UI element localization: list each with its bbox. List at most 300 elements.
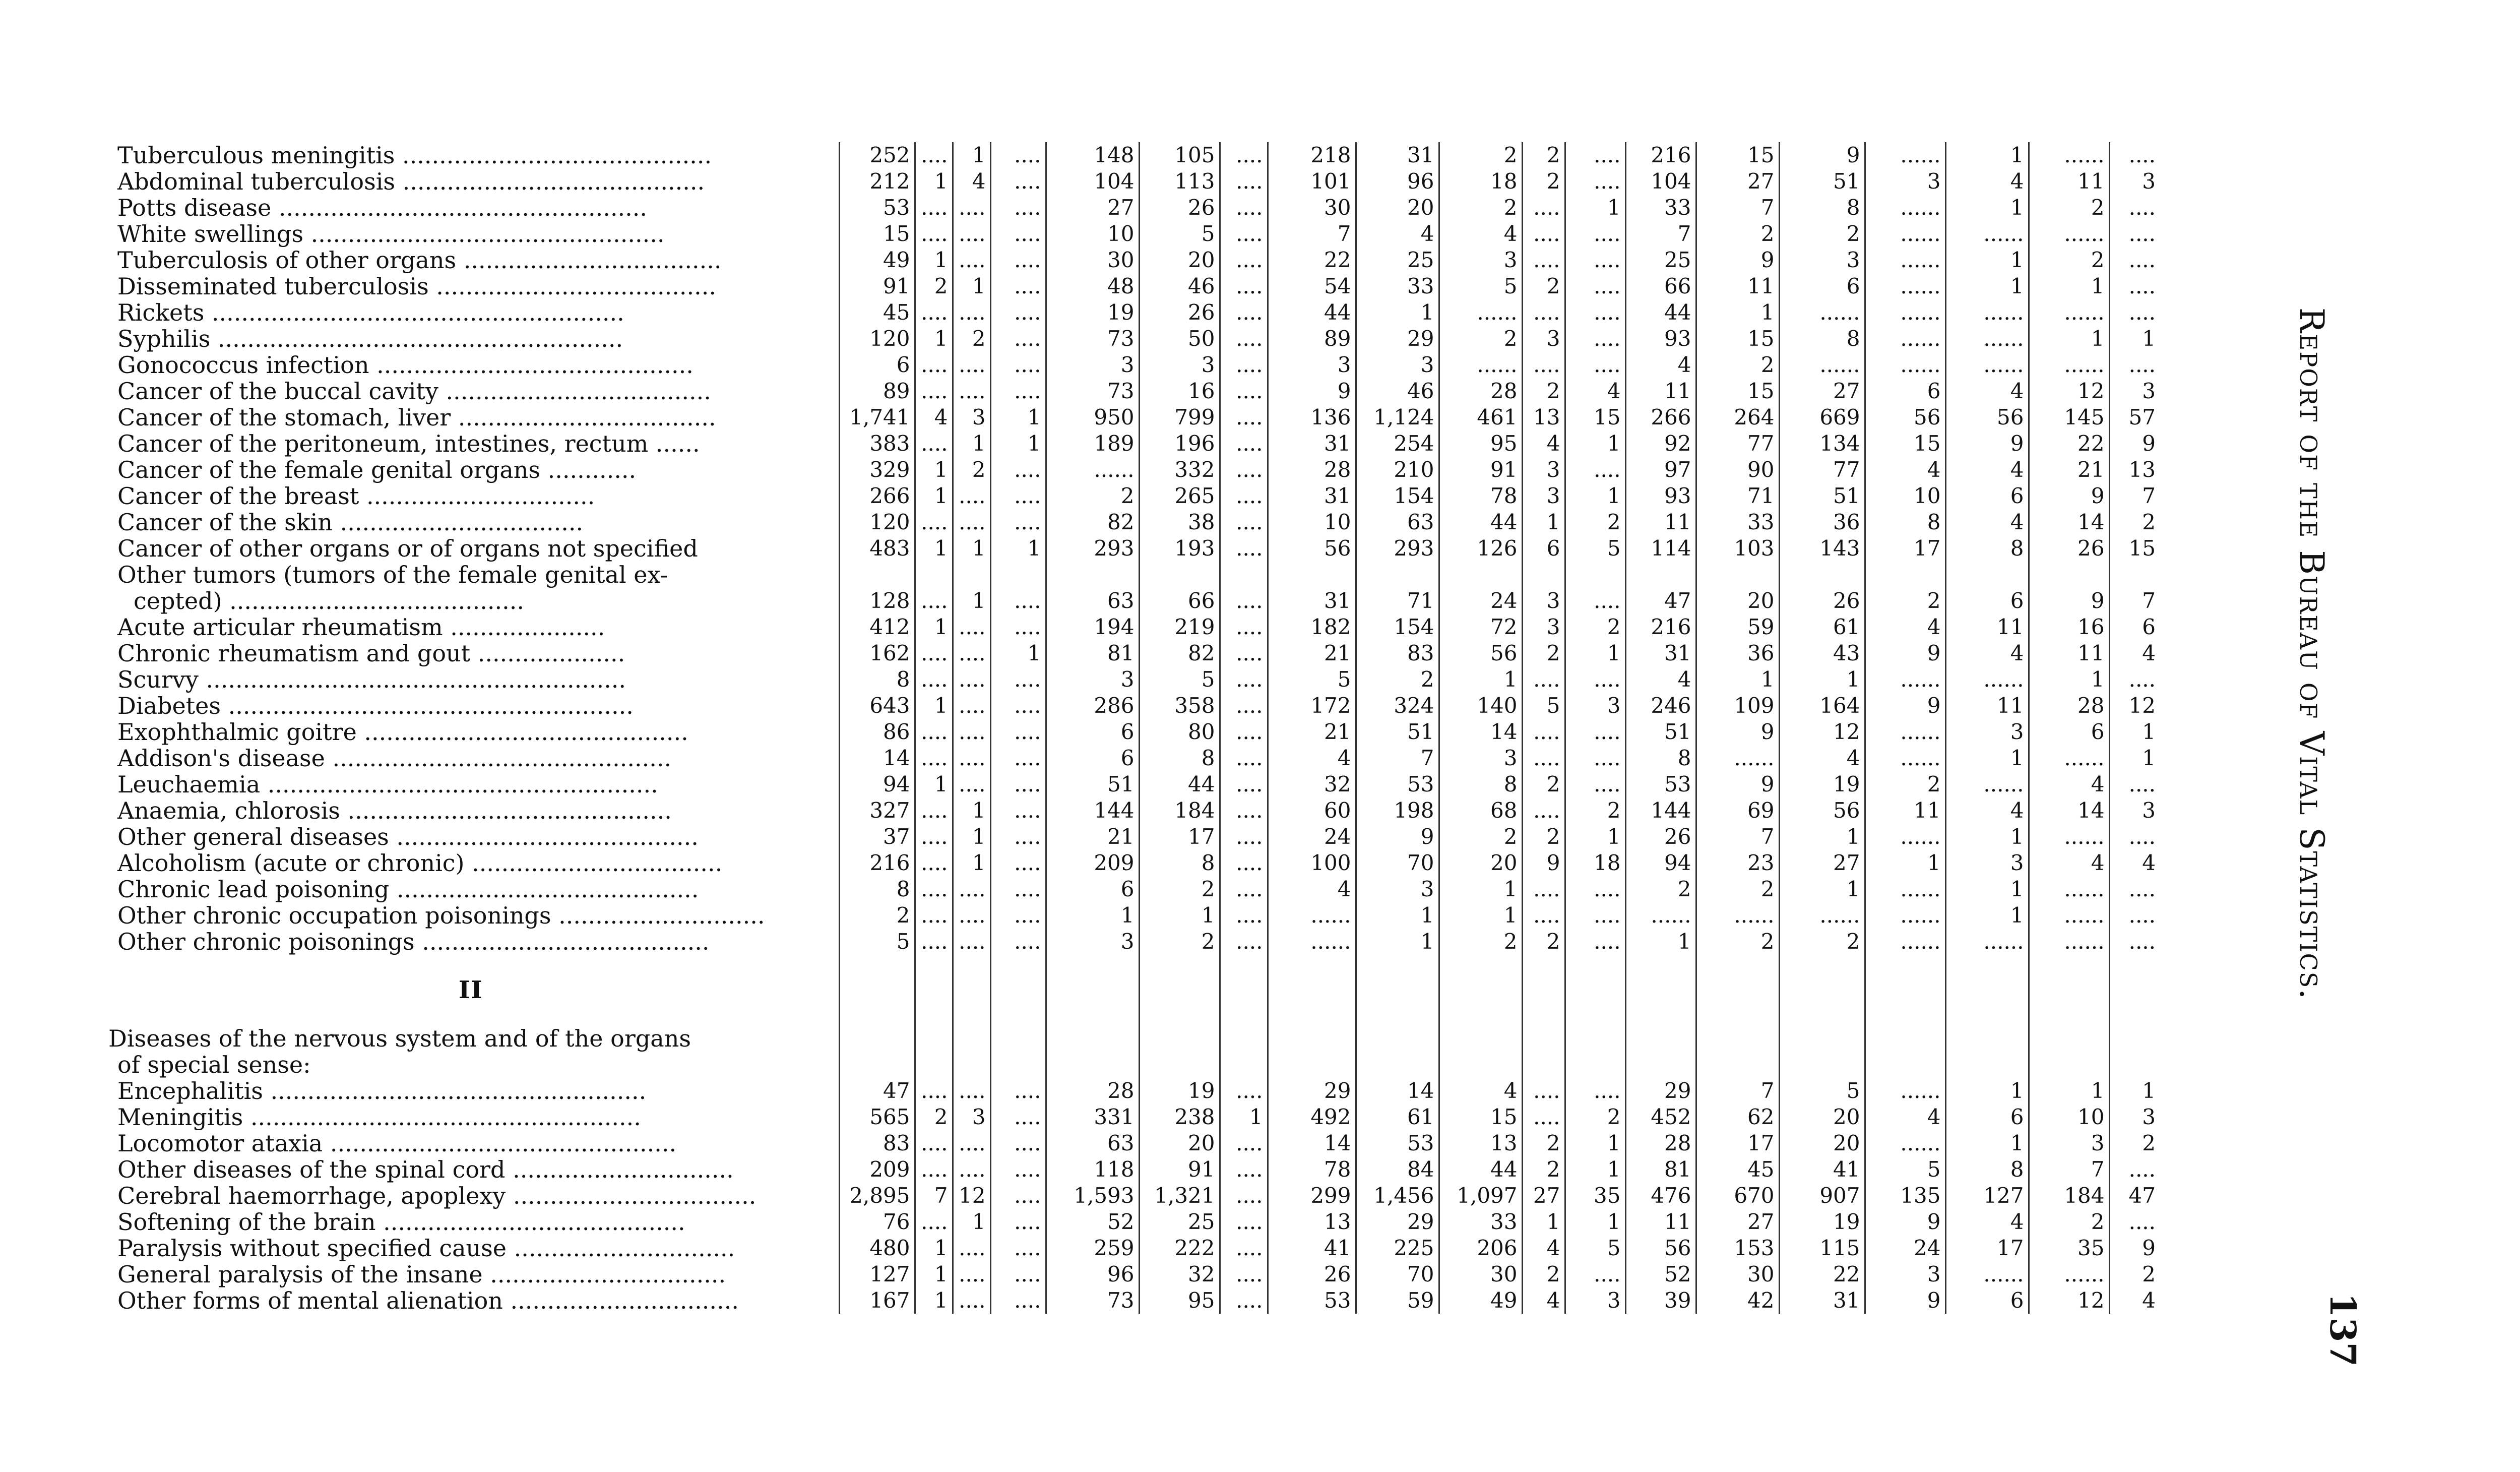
table-cell: ....: [915, 1209, 953, 1235]
table-cell: 26: [1268, 1261, 1356, 1287]
table-cell: ....: [1220, 247, 1268, 273]
table-cell: 77: [1696, 431, 1779, 457]
table-cell: 66: [1139, 588, 1220, 614]
table-cell: 3: [1522, 483, 1565, 509]
table-cell: ....: [953, 640, 990, 666]
table-cell: 154: [1356, 614, 1439, 640]
table-cell: ......: [2029, 824, 2109, 850]
table-cell: 9: [1522, 850, 1565, 876]
table-cell: 327: [839, 798, 915, 824]
table-cell: 42: [1696, 1287, 1779, 1314]
table-cell: ....: [1565, 588, 1625, 614]
row-label: Disseminated tuberculosis ......................................: [117, 273, 716, 299]
table-cell: 20: [1356, 195, 1439, 221]
table-cell: 3: [1522, 588, 1565, 614]
table-cell: ....: [990, 719, 1046, 745]
table-cell: 1: [990, 431, 1046, 457]
table-cell: 59: [1696, 614, 1779, 640]
table-cell: 52: [1046, 1209, 1139, 1235]
table-cell: 950: [1046, 404, 1139, 431]
table-cell: 1: [1356, 299, 1439, 326]
table-cell: 2: [1779, 221, 1865, 247]
table-cell: [1356, 562, 1439, 588]
table-cell: ......: [1865, 352, 1945, 378]
table-cell: ....: [953, 771, 990, 798]
table-row: [108, 771, 2160, 798]
table-cell: 26: [1625, 824, 1696, 850]
table-cell: 10: [1268, 509, 1356, 535]
table-cell: 238: [1139, 1104, 1220, 1130]
table-cell: ....: [953, 719, 990, 745]
table-cell: 5: [1779, 1078, 1865, 1104]
table-cell: ....: [915, 352, 953, 378]
table-cell: 27: [1779, 378, 1865, 404]
table-cell: 8: [1865, 509, 1945, 535]
table-cell: 331: [1046, 1104, 1139, 1130]
table-cell: 32: [1139, 1261, 1220, 1287]
table-cell: ....: [990, 666, 1046, 693]
table-row: [108, 902, 2160, 929]
table-cell: 35: [1565, 1183, 1625, 1209]
table-cell: 11: [1625, 1209, 1696, 1235]
table-cell: ....: [2109, 352, 2160, 378]
table-cell: ......: [1865, 745, 1945, 771]
table-cell: 4: [1945, 457, 2029, 483]
table-cell: ......: [1696, 902, 1779, 929]
table-cell: 24: [1268, 824, 1356, 850]
table-cell: 3: [1356, 876, 1439, 902]
table-cell: 24: [1439, 588, 1522, 614]
table-cell: 19: [1779, 1209, 1865, 1235]
table-cell: 41: [1779, 1156, 1865, 1183]
row-label: Paralysis without specified cause ..............................: [117, 1235, 735, 1261]
table-cell: ......: [2029, 142, 2109, 168]
table-cell: ....: [953, 1130, 990, 1156]
table-cell: ....: [990, 929, 1046, 955]
table-cell: 1: [1565, 1209, 1625, 1235]
table-cell: 56: [1779, 798, 1865, 824]
table-cell: 2: [1565, 1104, 1625, 1130]
table-cell: 4: [1268, 745, 1356, 771]
table-cell: 1: [1139, 902, 1220, 929]
table-cell: 10: [1046, 221, 1139, 247]
row-label: Cancer of the skin .................................: [117, 509, 584, 535]
table-cell: 6: [1945, 588, 2029, 614]
table-cell: 51: [1779, 483, 1865, 509]
table-cell: 332: [1139, 457, 1220, 483]
table-cell: 7: [2109, 483, 2160, 509]
table-cell: 2: [1439, 142, 1522, 168]
table-cell: 5: [1439, 273, 1522, 299]
table-cell: 2: [1439, 824, 1522, 850]
table-cell: 86: [839, 719, 915, 745]
row-label: Scurvy .........................................................: [117, 666, 626, 693]
table-cell: ....: [953, 1235, 990, 1261]
table-cell: 39: [1625, 1287, 1696, 1314]
table-cell: ......: [1945, 929, 2029, 955]
table-cell: 90: [1696, 457, 1779, 483]
table-cell: ......: [1945, 326, 2029, 352]
table-cell: ......: [1865, 666, 1945, 693]
table-cell: ....: [1220, 1183, 1268, 1209]
table-cell: 63: [1046, 588, 1139, 614]
table-cell: 63: [1046, 1130, 1139, 1156]
table-cell: 1: [953, 273, 990, 299]
table-cell: ....: [2109, 247, 2160, 273]
table-cell: 4: [1439, 1078, 1522, 1104]
table-cell: ....: [1565, 247, 1625, 273]
table-cell: 246: [1625, 693, 1696, 719]
table-cell: 43: [1779, 640, 1865, 666]
table-cell: ......: [1865, 247, 1945, 273]
section-two-body: [108, 1078, 2160, 1314]
table-cell: 127: [839, 1261, 915, 1287]
table-cell: 1: [953, 588, 990, 614]
table-cell: 24: [1865, 1235, 1945, 1261]
table-cell: ......: [1945, 221, 2029, 247]
table-cell: ......: [1945, 299, 2029, 326]
table-cell: 2: [2109, 1261, 2160, 1287]
table-cell: 4: [1565, 378, 1625, 404]
table-cell: ....: [915, 902, 953, 929]
table-cell: 2: [1696, 221, 1779, 247]
table-cell: 14: [1439, 719, 1522, 745]
table-cell: 113: [1139, 168, 1220, 195]
table-cell: 80: [1139, 719, 1220, 745]
table-row: [108, 509, 2160, 535]
table-cell: 1: [2029, 326, 2109, 352]
table-cell: ......: [1865, 273, 1945, 299]
table-cell: ....: [915, 1130, 953, 1156]
table-cell: 12: [953, 1183, 990, 1209]
table-cell: 153: [1696, 1235, 1779, 1261]
table-cell: ......: [1865, 902, 1945, 929]
table-cell: ....: [915, 431, 953, 457]
table-cell: 162: [839, 640, 915, 666]
table-cell: ....: [1522, 195, 1565, 221]
table-cell: 4: [1945, 168, 2029, 195]
row-label: Meningitis .....................................................: [117, 1104, 641, 1130]
table-cell: 70: [1356, 1261, 1439, 1287]
table-cell: 31: [1268, 483, 1356, 509]
table-cell: 16: [2029, 614, 2109, 640]
table-cell: 324: [1356, 693, 1439, 719]
table-cell: 11: [2029, 168, 2109, 195]
table-cell: ....: [953, 247, 990, 273]
row-label: Locomotor ataxia ...............................................: [117, 1130, 677, 1156]
row-label: General paralysis of the insane ................................: [117, 1261, 726, 1287]
table-cell: 6: [1779, 273, 1865, 299]
table-cell: ......: [1945, 771, 2029, 798]
table-cell: 9: [1268, 378, 1356, 404]
table-row: [108, 562, 2160, 588]
table-cell: 143: [1779, 535, 1865, 562]
table-cell: 2: [1439, 929, 1522, 955]
table-cell: 1: [1945, 1130, 2029, 1156]
table-cell: ......: [1779, 902, 1865, 929]
table-cell: 17: [1696, 1130, 1779, 1156]
table-cell: 46: [1139, 273, 1220, 299]
table-row: [108, 299, 2160, 326]
table-row: [108, 876, 2160, 902]
table-cell: [1220, 562, 1268, 588]
table-cell: 95: [1139, 1287, 1220, 1314]
table-cell: 70: [1356, 850, 1439, 876]
table-cell: 28: [2029, 693, 2109, 719]
table-cell: ....: [1220, 745, 1268, 771]
row-label: Cerebral haemorrhage, apoplexy .................................: [117, 1183, 757, 1209]
table-cell: 8: [1945, 1156, 2029, 1183]
table-cell: 2: [2029, 247, 2109, 273]
table-cell: 53: [1625, 771, 1696, 798]
table-cell: ....: [1565, 221, 1625, 247]
table-cell: 81: [1046, 640, 1139, 666]
table-cell: 4: [2029, 771, 2109, 798]
table-cell: 7: [2109, 588, 2160, 614]
table-cell: 28: [1439, 378, 1522, 404]
table-cell: 51: [1779, 168, 1865, 195]
table-cell: 1: [1945, 902, 2029, 929]
table-cell: 1: [2109, 745, 2160, 771]
table-cell: 218: [1268, 142, 1356, 168]
table-cell: ....: [1220, 1261, 1268, 1287]
table-cell: 1: [990, 404, 1046, 431]
row-label: Tuberculous meningitis ..........................................: [117, 142, 712, 168]
table-cell: 33: [1696, 509, 1779, 535]
section-two-header-row: [108, 1052, 2160, 1078]
table-cell: ....: [1220, 614, 1268, 640]
table-cell: 82: [1046, 509, 1139, 535]
table-cell: ....: [1220, 168, 1268, 195]
table-cell: ....: [990, 221, 1046, 247]
table-cell: ......: [2029, 1261, 2109, 1287]
table-cell: 26: [1139, 299, 1220, 326]
table-cell: 14: [1356, 1078, 1439, 1104]
table-cell: [990, 562, 1046, 588]
table-cell: 127: [1945, 1183, 2029, 1209]
table-cell: ....: [990, 483, 1046, 509]
table-cell: 8: [1625, 745, 1696, 771]
table-cell: 29: [1268, 1078, 1356, 1104]
table-cell: 1: [1945, 745, 2029, 771]
table-cell: 44: [1268, 299, 1356, 326]
table-cell: 799: [1139, 404, 1220, 431]
table-cell: 49: [839, 247, 915, 273]
table-cell: 2: [1522, 640, 1565, 666]
table-cell: ....: [915, 640, 953, 666]
table-cell: 31: [1625, 640, 1696, 666]
table-cell: ......: [1865, 326, 1945, 352]
table-cell: 7: [1356, 745, 1439, 771]
row-label: Diabetes .......................................................: [117, 693, 634, 719]
table-cell: 33: [1625, 195, 1696, 221]
table-cell: 492: [1268, 1104, 1356, 1130]
table-row: [108, 247, 2160, 273]
table-cell: 1,456: [1356, 1183, 1439, 1209]
table-cell: ....: [990, 168, 1046, 195]
table-cell: 3: [1439, 745, 1522, 771]
table-row: [108, 798, 2160, 824]
table-cell: ....: [915, 929, 953, 955]
table-cell: ....: [2109, 902, 2160, 929]
row-label: Anaemia, chlorosis ............................................: [117, 798, 672, 824]
table-cell: 358: [1139, 693, 1220, 719]
table-cell: 1: [1565, 640, 1625, 666]
table-cell: ....: [953, 378, 990, 404]
table-cell: ....: [953, 509, 990, 535]
table-cell: 480: [839, 1235, 915, 1261]
table-cell: 216: [1625, 142, 1696, 168]
table-cell: ....: [1220, 273, 1268, 299]
table-cell: 9: [1696, 247, 1779, 273]
row-label: Gonococcus infection ...........................................: [117, 352, 694, 378]
table-cell: 53: [1268, 1287, 1356, 1314]
table-cell: ....: [915, 798, 953, 824]
table-row: [108, 666, 2160, 693]
table-cell: ....: [915, 850, 953, 876]
table-cell: ....: [990, 1287, 1046, 1314]
table-cell: 93: [1625, 326, 1696, 352]
table-cell: 120: [839, 509, 915, 535]
table-cell: 20: [1779, 1104, 1865, 1130]
table-cell: [1779, 562, 1865, 588]
table-cell: 7: [1696, 195, 1779, 221]
table-cell: 2: [2109, 1130, 2160, 1156]
table-cell: 3: [1865, 168, 1945, 195]
table-row: [108, 1183, 2160, 1209]
table-cell: 2: [1865, 588, 1945, 614]
table-cell: 114: [1625, 535, 1696, 562]
table-cell: 6: [2029, 719, 2109, 745]
table-cell: 9: [2029, 483, 2109, 509]
table-cell: 2: [1522, 378, 1565, 404]
table-cell: 6: [1046, 876, 1139, 902]
table-cell: 1: [953, 824, 990, 850]
table-cell: ....: [990, 1130, 1046, 1156]
table-cell: 21: [1268, 719, 1356, 745]
table-cell: 11: [1945, 614, 2029, 640]
table-cell: 6: [1945, 1287, 2029, 1314]
table-cell: 2: [1522, 1156, 1565, 1183]
table-cell: 8: [1139, 745, 1220, 771]
table-cell: 216: [1625, 614, 1696, 640]
table-cell: 9: [1696, 719, 1779, 745]
table-cell: ....: [990, 457, 1046, 483]
table-cell: 71: [1356, 588, 1439, 614]
table-cell: 140: [1439, 693, 1522, 719]
table-cell: 2: [1439, 195, 1522, 221]
table-cell: ......: [2029, 221, 2109, 247]
table-cell: 19: [1779, 771, 1865, 798]
table-cell: ....: [1522, 719, 1565, 745]
table-row: [108, 221, 2160, 247]
table-cell: ....: [1220, 771, 1268, 798]
row-label: Tuberculosis of other organs ...................................: [117, 247, 722, 273]
table-cell: ......: [2029, 876, 2109, 902]
table-cell: ......: [1865, 1130, 1945, 1156]
table-cell: 19: [1046, 299, 1139, 326]
table-cell: 2: [1565, 614, 1625, 640]
table-cell: 1: [1779, 824, 1865, 850]
table-cell: ....: [2109, 771, 2160, 798]
table-cell: 1: [1046, 902, 1139, 929]
table-cell: 1: [1779, 876, 1865, 902]
table-cell: 29: [1356, 326, 1439, 352]
table-cell: 1: [1945, 195, 2029, 221]
table-cell: 21: [1268, 640, 1356, 666]
table-cell: 8: [1779, 195, 1865, 221]
table-cell: 1: [990, 640, 1046, 666]
table-cell: 4: [1439, 221, 1522, 247]
section-two-header-row: [108, 1025, 2160, 1052]
table-cell: 1: [1945, 1078, 2029, 1104]
table-cell: ....: [1220, 142, 1268, 168]
table-cell: ....: [1565, 666, 1625, 693]
table-row: [108, 745, 2160, 771]
table-cell: ....: [990, 850, 1046, 876]
table-cell: 22: [1779, 1261, 1865, 1287]
table-cell: 3: [1945, 850, 2029, 876]
table-cell: ....: [990, 352, 1046, 378]
table-cell: 3: [1139, 352, 1220, 378]
table-cell: 1: [1565, 1156, 1625, 1183]
table-cell: 15: [1696, 326, 1779, 352]
table-cell: 2: [1356, 666, 1439, 693]
table-cell: 1: [1439, 876, 1522, 902]
table-cell: 11: [1696, 273, 1779, 299]
table-row: [108, 1209, 2160, 1235]
table-cell: 38: [1139, 509, 1220, 535]
table-cell: 259: [1046, 1235, 1139, 1261]
table-cell: 293: [1046, 535, 1139, 562]
table-cell: ......: [2029, 299, 2109, 326]
table-cell: 17: [1865, 535, 1945, 562]
row-label: Other chronic occupation poisonings ............................: [117, 902, 765, 929]
table-cell: ....: [1220, 1078, 1268, 1104]
row-label: Chronic lead poisoning .........................................: [117, 876, 699, 902]
table-cell: ....: [2109, 221, 2160, 247]
table-cell: 8: [1779, 326, 1865, 352]
table-cell: ....: [990, 1235, 1046, 1261]
row-label: Other general diseases .........................................: [117, 824, 699, 850]
table-cell: 1,741: [839, 404, 915, 431]
table-cell: 51: [1046, 771, 1139, 798]
table-cell: ....: [2109, 929, 2160, 955]
table-row: [108, 195, 2160, 221]
row-label: Abdominal tuberculosis .........................................: [117, 168, 705, 195]
table-cell: 4: [1268, 876, 1356, 902]
table-cell: 1: [2109, 326, 2160, 352]
table-cell: 1: [953, 142, 990, 168]
table-cell: 1: [1565, 195, 1625, 221]
table-cell: 14: [839, 745, 915, 771]
table-cell: 293: [1356, 535, 1439, 562]
table-cell: ....: [1220, 719, 1268, 745]
table-cell: 1: [953, 535, 990, 562]
table-cell: 222: [1139, 1235, 1220, 1261]
row-label: Cancer of the buccal cavity ....................................: [117, 378, 711, 404]
table-cell: 13: [1522, 404, 1565, 431]
table-cell: ....: [915, 876, 953, 902]
table-cell: ....: [1220, 431, 1268, 457]
table-cell: 1: [2109, 1078, 2160, 1104]
table-cell: 1: [1696, 666, 1779, 693]
table-cell: 9: [1865, 1209, 1945, 1235]
table-cell: 4: [1945, 1209, 2029, 1235]
table-cell: ....: [990, 771, 1046, 798]
table-cell: ....: [1522, 247, 1565, 273]
table-cell: 2: [1696, 929, 1779, 955]
